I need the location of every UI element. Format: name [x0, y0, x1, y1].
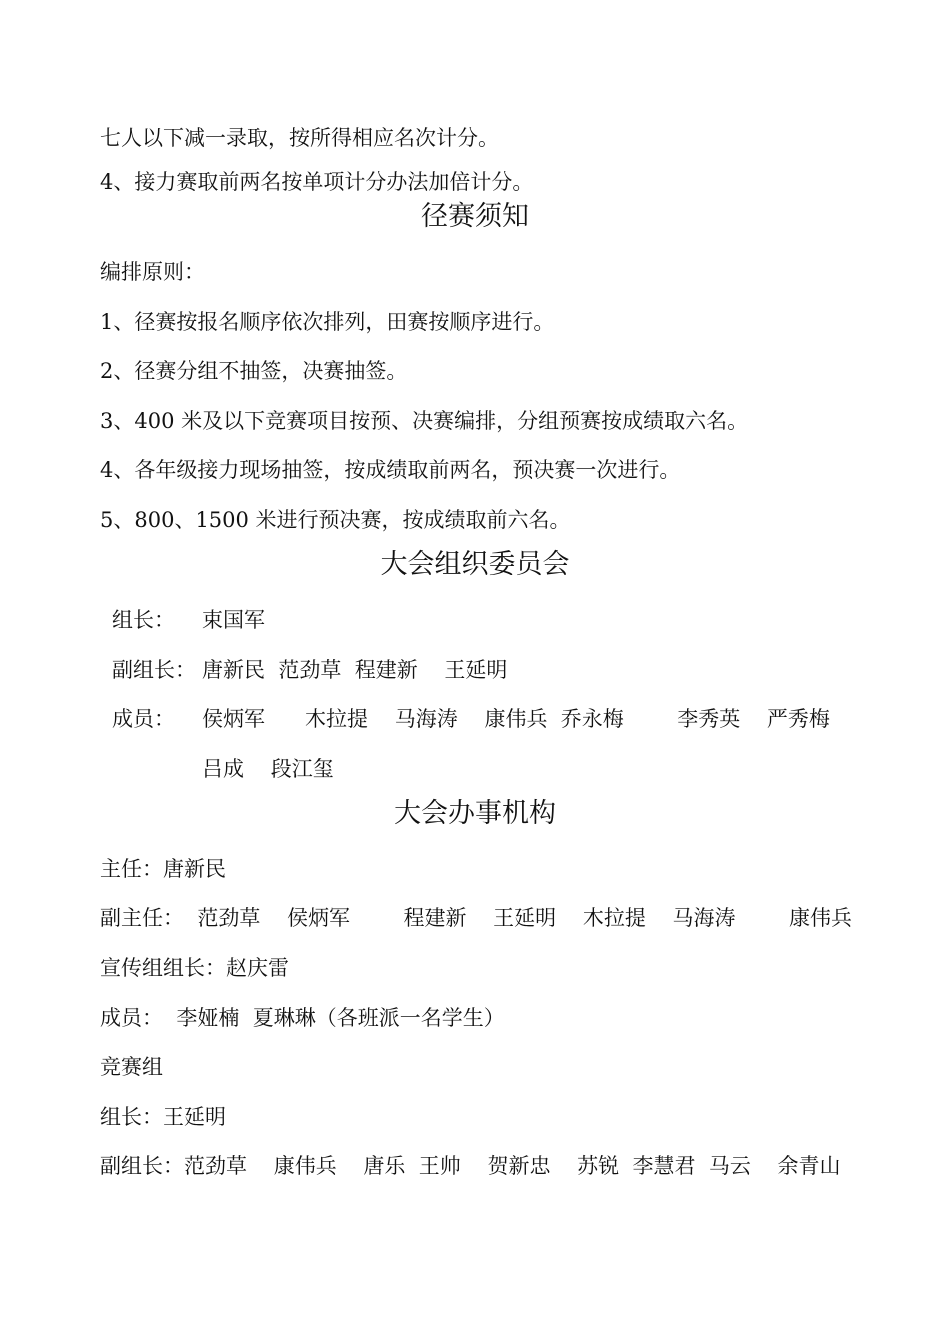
section-title-office: 大会办事机构 — [394, 798, 556, 829]
committee-members-value-2: 吕成 段江玺 — [202, 757, 334, 781]
principle-item-2: 2、径赛分组不抽签，决赛抽签。 — [100, 359, 408, 383]
competition-leader: 组长：王延明 — [100, 1105, 226, 1129]
competition-deputies: 副组长：范劲草 康伟兵 唐乐 王帅 贺新忠 苏锐 李慧君 马云 余青山 — [100, 1154, 841, 1178]
rule-line-relay-scoring: 4、接力赛取前两名按单项计分办法加倍计分。 — [100, 170, 534, 194]
principle-item-5: 5、800、1500 米进行预决赛，按成绩取前六名。 — [100, 508, 571, 532]
committee-deputy-value: 唐新民 范劲草 程建新 王延明 — [202, 658, 508, 682]
office-director: 主任：唐新民 — [100, 857, 226, 881]
section-title-organizing-committee: 大会组织委员会 — [380, 549, 570, 580]
section-title-track-notice: 径赛须知 — [421, 201, 529, 232]
committee-deputy-label: 副组长： — [112, 658, 196, 682]
committee-members-value-1: 侯炳军 木拉提 马海涛 康伟兵 乔永梅 李秀英 严秀梅 — [202, 707, 830, 731]
office-deputy-directors: 副主任： 范劲草 侯炳军 程建新 王延明 木拉提 马海涛 康伟兵 — [100, 906, 852, 930]
principle-item-1: 1、径赛按报名顺序依次排列，田赛按顺序进行。 — [100, 310, 555, 334]
rule-line-scoring-reduction: 七人以下减一录取，按所得相应名次计分。 — [100, 126, 499, 150]
competition-group-label: 竞赛组 — [100, 1055, 163, 1079]
publicity-leader: 宣传组组长：赵庆雷 — [100, 956, 289, 980]
committee-leader-label: 组长： — [112, 608, 175, 632]
committee-leader-value: 束国军 — [202, 608, 265, 632]
publicity-members: 成员： 李娅楠 夏琳琳（各班派一名学生） — [100, 1006, 505, 1030]
principle-item-4: 4、各年级接力现场抽签，按成绩取前两名，预决赛一次进行。 — [100, 458, 681, 482]
committee-members-label: 成员： — [112, 707, 175, 731]
arrangement-principles-label: 编排原则： — [100, 260, 205, 284]
principle-item-3: 3、400 米及以下竞赛项目按预、决赛编排，分组预赛按成绩取六名。 — [100, 409, 749, 433]
